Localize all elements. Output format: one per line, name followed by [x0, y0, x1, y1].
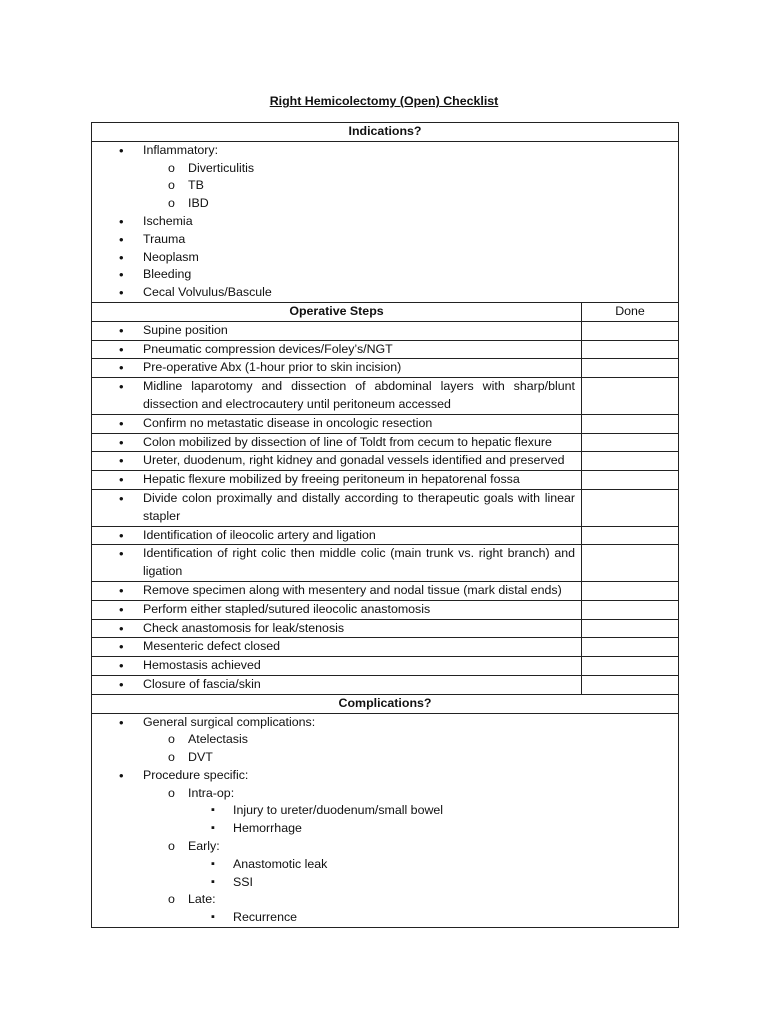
step-cell: [92, 489, 582, 526]
list-item: o DVT: [92, 749, 678, 767]
step-row: [92, 321, 679, 340]
done-checkbox-cell[interactable]: [582, 526, 679, 545]
step-text: • Colon mobilized by dissection of line of Toldt from cecum to hepatic flexure: [92, 434, 581, 452]
checklist-table: [91, 122, 679, 928]
step-row: [92, 359, 679, 378]
done-checkbox-cell[interactable]: [582, 619, 679, 638]
list-item: • Neoplasm: [92, 249, 678, 267]
done-checkbox-cell[interactable]: [582, 452, 679, 471]
step-row: [92, 545, 679, 582]
step-cell: [92, 600, 582, 619]
list-item: o Atelectasis: [92, 731, 678, 749]
step-text: • Identification of right colic then middle colic (main trunk vs. right branch) and ligation: [92, 545, 581, 581]
step-row: [92, 340, 679, 359]
list-item: • Inflammatory:: [92, 142, 678, 160]
done-column-header: Done: [582, 302, 679, 321]
step-cell: [92, 545, 582, 582]
list-item: o IBD: [92, 195, 678, 213]
step-cell: [92, 581, 582, 600]
step-text: • Pre-operative Abx (1-hour prior to skin incision): [92, 359, 581, 377]
step-row: [92, 526, 679, 545]
done-checkbox-cell[interactable]: [582, 600, 679, 619]
done-checkbox-cell[interactable]: [582, 489, 679, 526]
step-row: [92, 378, 679, 415]
complications-header: Complications?: [92, 694, 679, 713]
step-text: • Remove specimen along with mesentery and nodal tissue (mark distal ends): [92, 582, 581, 600]
list-item: • Ischemia: [92, 213, 678, 231]
done-checkbox-cell[interactable]: [582, 414, 679, 433]
step-text: • Midline laparotomy and dissection of abdominal layers with sharp/blunt dissection and electrocautery until peritoneum accessed: [92, 378, 581, 414]
done-checkbox-cell[interactable]: [582, 675, 679, 694]
list-item: o Early:: [92, 838, 678, 856]
list-item: ▪ SSI: [92, 874, 678, 892]
list-item: • Procedure specific:: [92, 767, 678, 785]
step-cell: [92, 471, 582, 490]
step-text: • Check anastomosis for leak/stenosis: [92, 620, 581, 638]
indications-header: Indications?: [92, 123, 679, 142]
done-checkbox-cell[interactable]: [582, 340, 679, 359]
step-cell: [92, 657, 582, 676]
document-title: Right Hemicolectomy (Open) Checklist: [269, 94, 499, 108]
list-item: ▪ Anastomotic leak: [92, 856, 678, 874]
step-text: • Pneumatic compression devices/Foley’s/NGT: [92, 341, 581, 359]
operative-steps-header-row: [92, 302, 679, 321]
step-text: • Divide colon proximally and distally according to therapeutic goals with linear stapler: [92, 490, 581, 526]
step-cell: [92, 526, 582, 545]
step-row: [92, 600, 679, 619]
done-checkbox-cell[interactable]: [582, 581, 679, 600]
done-checkbox-cell[interactable]: [582, 433, 679, 452]
indications-cell: [92, 141, 679, 302]
list-item: o Intra-op:: [92, 785, 678, 803]
step-row: [92, 452, 679, 471]
list-item: ▪ Hemorrhage: [92, 820, 678, 838]
step-row: [92, 619, 679, 638]
operative-steps-header: Operative Steps: [92, 302, 582, 321]
list-item: o TB: [92, 177, 678, 195]
step-row: [92, 489, 679, 526]
step-cell: [92, 321, 582, 340]
list-item: o Diverticulitis: [92, 160, 678, 178]
done-checkbox-cell[interactable]: [582, 657, 679, 676]
step-row: [92, 414, 679, 433]
step-cell: [92, 638, 582, 657]
step-cell: [92, 359, 582, 378]
list-item: ▪ Injury to ureter/duodenum/small bowel: [92, 802, 678, 820]
complications-header-row: [92, 694, 679, 713]
step-text: • Mesenteric defect closed: [92, 638, 581, 656]
indications-row: [92, 141, 679, 302]
step-cell: [92, 414, 582, 433]
step-text: • Hepatic flexure mobilized by freeing peritoneum in hepatorenal fossa: [92, 471, 581, 489]
step-row: [92, 638, 679, 657]
step-text: • Perform either stapled/sutured ileocolic anastomosis: [92, 601, 581, 619]
list-item: o Late:: [92, 891, 678, 909]
step-cell: [92, 378, 582, 415]
list-item: • Bleeding: [92, 266, 678, 284]
done-checkbox-cell[interactable]: [582, 378, 679, 415]
step-row: [92, 675, 679, 694]
step-row: [92, 581, 679, 600]
complications-cell: [92, 713, 679, 928]
step-cell: [92, 675, 582, 694]
step-row: [92, 471, 679, 490]
complications-list: [92, 714, 678, 928]
done-checkbox-cell[interactable]: [582, 321, 679, 340]
step-cell: [92, 433, 582, 452]
done-checkbox-cell[interactable]: [582, 359, 679, 378]
done-checkbox-cell[interactable]: [582, 638, 679, 657]
step-row: [92, 657, 679, 676]
step-cell: [92, 452, 582, 471]
step-text: • Supine position: [92, 322, 581, 340]
step-row: [92, 433, 679, 452]
list-item: ▪ Recurrence: [92, 909, 678, 927]
done-checkbox-cell[interactable]: [582, 545, 679, 582]
done-checkbox-cell[interactable]: [582, 471, 679, 490]
complications-row: [92, 713, 679, 928]
step-text: • Hemostasis achieved: [92, 657, 581, 675]
list-item: • Cecal Volvulus/Bascule: [92, 284, 678, 302]
list-item: • General surgical complications:: [92, 714, 678, 732]
step-cell: [92, 619, 582, 638]
step-text: • Confirm no metastatic disease in oncologic resection: [92, 415, 581, 433]
step-text: • Ureter, duodenum, right kidney and gonadal vessels identified and preserved: [92, 452, 581, 470]
list-item: • Trauma: [92, 231, 678, 249]
indications-header-row: [92, 123, 679, 142]
step-text: • Closure of fascia/skin: [92, 676, 581, 694]
indications-list: [92, 142, 678, 302]
step-cell: [92, 340, 582, 359]
step-text: • Identification of ileocolic artery and ligation: [92, 527, 581, 545]
